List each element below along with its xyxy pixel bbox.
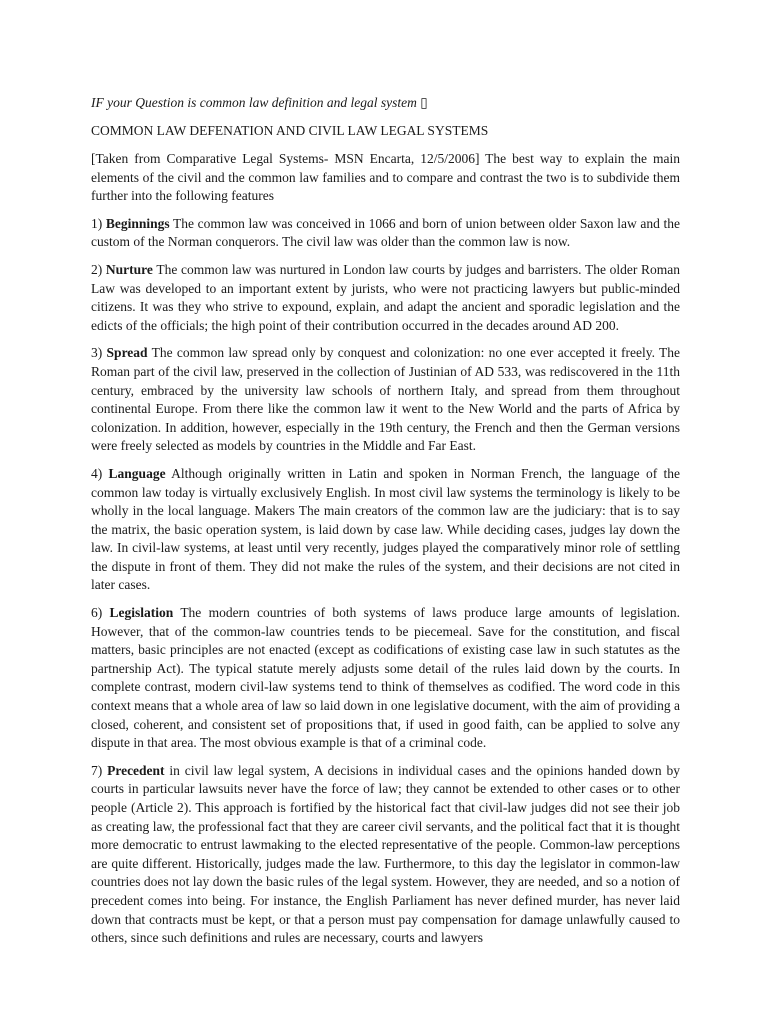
section-title: Language — [108, 465, 166, 481]
section-title: Legislation — [109, 605, 174, 621]
intro-line: IF your Question is common law definition and legal system ▯ — [91, 95, 428, 110]
section-number: 1) — [91, 215, 103, 231]
section-spread — [91, 344, 680, 456]
section-legislation — [91, 604, 680, 753]
document-heading: COMMON LAW DEFENATION AND CIVIL LAW LEGAL SYSTEMS — [91, 123, 489, 138]
section-number: 4) — [91, 465, 103, 481]
lead-paragraph: [Taken from Comparative Legal Systems- MSN Encarta, 12/5/2006] The best way to explain the main elements of the civil and the common law families and to compare and contrast the two is to subdivide them further into the following features — [91, 151, 680, 204]
section-title: Nurture — [105, 261, 153, 277]
section-beginnings — [91, 215, 680, 252]
section-number: 2) — [91, 261, 103, 277]
section-title: Precedent — [107, 762, 165, 778]
section-text: The common law was nurtured in London law courts by judges and barristers. The older Roman Law was developed to an important extent by jurists, who were not practicing lawyers but public-minded citizens. It was they who strive to expound, explain, and adapt the ancient and sporadic legislation and the edicts of the officials; the high point of their contribution occurred in the decades around AD 200. — [91, 261, 680, 333]
section-number: 7) — [91, 762, 103, 778]
section-title: Beginnings — [105, 215, 170, 231]
section-title: Spread — [106, 345, 148, 361]
section-language — [91, 465, 680, 595]
section-text: The common law was conceived in 1066 and born of union between older Saxon law and the custom of the Norman conquerors. The civil law was older than the common law is now. — [91, 215, 680, 250]
section-text: in civil law legal system, A decisions in individual cases and the opinions handed down by courts in particular lawsuits never have the force of law; they cannot be extended to other cases or to other people (Article 2). This approach is fortified by the historical fact that civil-law judges did not see their job as creating law, the professional fact that they are career civil servants, and the political fact that it is thought more democratic to entrust lawmaking to the elected representative of the people. Common-law perceptions are quite different. Historically, judges made the law. Furthermore, to this day the legislator in common-law countries does not lay down the basic rules of the legal system. However, they are needed, and so a notion of precedent comes into being. For instance, the English Parliament has never defined murder, has never laid down that contracts must be kept, or that a person must pay compensation for damage unlawfully caused to others, since such definitions and rules are necessary, courts and lawyers — [91, 762, 681, 946]
section-nurture — [91, 261, 680, 335]
section-text: The modern countries of both systems of laws produce large amounts of legislation. However, that of the common-law countries tends to be piecemeal. Save for the constitution, and fiscal matters, basic principles are not enacted (except as codifications of existing case law in such statutes as the partnership Act). The typical statute merely adjusts some detail of the rules laid down by the courts. In complete contrast, modern civil-law systems tend to think of themselves as codified. The word code in this context means that a whole area of law so laid down in one legislative document, with the aim of providing a closed, coherent, and consistent set of propositions that, if used in good faith, can be applied to solve any dispute in that area. The most obvious example is that of a criminal code. — [91, 605, 681, 751]
section-precedent — [91, 762, 680, 948]
section-text: The common law spread only by conquest and colonization: no one ever accepted it freely. The Roman part of the civil law, preserved in the collection of Justinian of AD 533, was rediscovered in the 11th century, embraced by the university law schools of northern Italy, and spread from them throughout continental Europe. From there like the common law it went to the New World and the parts of Africa by colonization. In addition, however, especially in the 19th century, the French and then the German versions were freely selected as models by countries in the Middle and Far East. — [91, 345, 680, 454]
section-number: 6) — [91, 605, 103, 621]
section-number: 3) — [91, 345, 103, 361]
section-text: Although originally written in Latin and spoken in Norman French, the language of the common law today is virtually exclusively English. In most civil law systems the terminology is likely to be wholly in the local language. Makers The main creators of the common law are the judiciary: that is to say the matrix, the basic operation system, is laid down by case law. While deciding cases, judges lay down the law. In civil-law systems, at least until very recently, judges played the comparatively minor role of settling the dispute in front of them. They did not make the rules of the system, and their decisions are not cited in later cases. — [91, 465, 680, 593]
